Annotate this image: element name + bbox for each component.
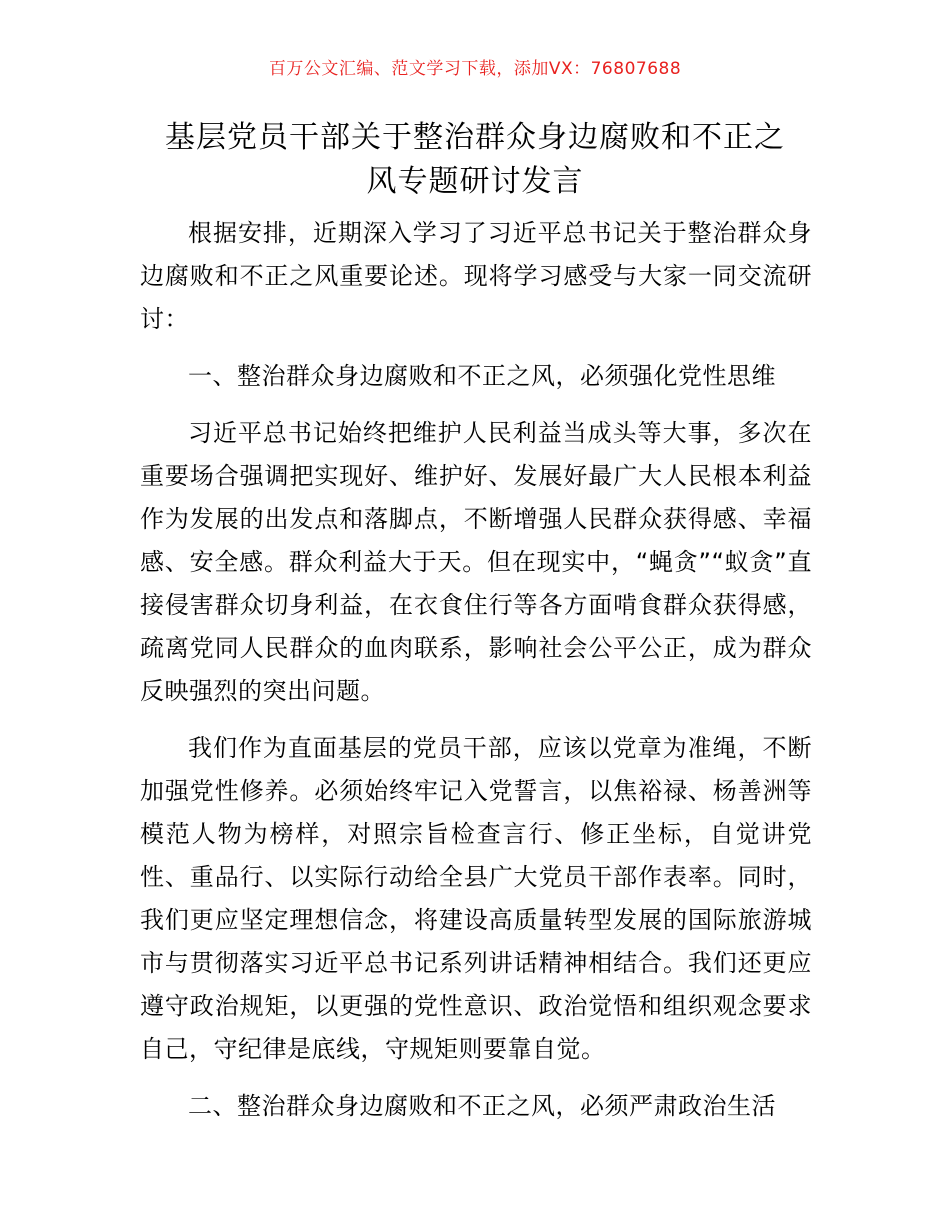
section-heading-2: 二、整治群众身边腐败和不正之风，必须严肃政治生活: [188, 1092, 776, 1120]
intro-paragraph: 根据安排，近期深入学习了习近平总书记关于整治群众身边腐败和不正之风重要论述。现将学习感受与大家一同交流研讨：: [140, 219, 812, 333]
section-heading-1: 一、整治群众身边腐败和不正之风，必须强化党性思维: [188, 362, 776, 390]
body-paragraph-1: 习近平总书记始终把维护人民利益当成头等大事，多次在重要场合强调把实现好、维护好、发展好最广大人民根本利益作为发展的出发点和落脚点，不断增强人民群众获得感、幸福感、安全感。群众利益大于天。但在现实中，“蝇贪”“蚁贪”直接侵害群众切身利益，在衣食住行等各方面啃食群众获得感，疏离党同人民群众的血肉联系，影响社会公平公正，成为群众反映强烈的突出问题。: [140, 419, 812, 705]
title-line-2: 风专题研讨发言: [366, 164, 584, 199]
document-body: [140, 212, 812, 1142]
title-line-1: 基层党员干部关于整治群众身边腐败和不正之: [165, 120, 785, 155]
body-paragraph-2: 我们作为直面基层的党员干部，应该以党章为准绳，不断加强党性修养。必须始终牢记入党誓言，以焦裕禄、杨善洲等模范人物为榜样，对照宗旨检查言行、修正坐标，自觉讲党性、重品行、以实际行动给全县广大党员干部作表率。同时，我们更应坚定理想信念，将建设高质量转型发展的国际旅游城市与贯彻落实习近平总书记系列讲话精神相结合。我们还更应遵守政治规矩，以更强的党性意识、政治觉悟和组织观念要求自己，守纪律是底线，守规矩则要靠自觉。: [140, 734, 812, 1063]
header-note: 百万公文汇编、范文学习下载，添加VX：76807688: [268, 59, 682, 79]
document-title: [120, 116, 830, 204]
